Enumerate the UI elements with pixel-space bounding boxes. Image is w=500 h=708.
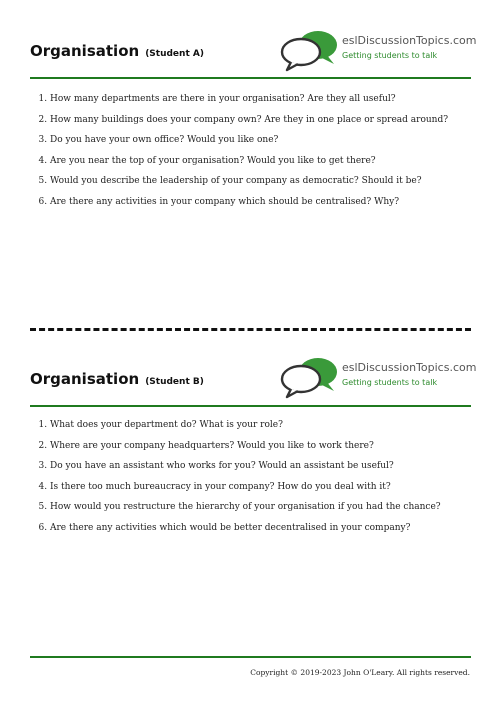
page-title: Organisation xyxy=(30,42,140,60)
list-item: 5. How would you restructure the hierarchy of your organisation if you had the chance? xyxy=(50,497,475,518)
list-item: 2. Where are your company headquarters? Would you like to work there? xyxy=(50,436,475,457)
question-list xyxy=(30,415,475,538)
footer-rule xyxy=(30,656,471,658)
site-logo xyxy=(280,355,475,399)
page-title: Organisation xyxy=(30,370,140,388)
list-item: 5. Would you describe the leadership of your company as democratic? Should it be? xyxy=(50,171,475,192)
list-item: 4. Is there too much bureaucracy in your company? How do you deal with it? xyxy=(50,477,475,498)
speech-bubbles-icon xyxy=(280,355,340,399)
copyright-notice: Copyright © 2019-2023 John O'Leary. All rights reserved. xyxy=(250,668,470,677)
section-a-heading xyxy=(30,41,204,60)
header-rule xyxy=(30,405,471,407)
list-item: 3. Do you have an assistant who works for you? Would an assistant be useful? xyxy=(50,456,475,477)
list-item: 6. Are there any activities which would be better decentralised in your company? xyxy=(50,518,475,539)
list-item: 6. Are there any activities in your company which should be centralised? Why? xyxy=(50,192,475,213)
logo-tagline: Getting students to talk xyxy=(342,378,438,387)
list-item: 1. How many departments are there in your organisation? Are they all useful? xyxy=(50,89,475,110)
speech-bubbles-icon xyxy=(280,28,340,72)
logo-site-name: eslDiscussionTopics.com xyxy=(342,361,477,374)
site-logo xyxy=(280,28,475,72)
question-list xyxy=(30,89,475,212)
cut-line xyxy=(30,328,471,331)
list-item: 2. How many buildings does your company own? Are they in one place or spread around? xyxy=(50,110,475,131)
logo-tagline: Getting students to talk xyxy=(342,51,438,60)
section-b-heading xyxy=(30,369,204,388)
student-label: (Student A) xyxy=(145,49,204,59)
list-item: 4. Are you near the top of your organisation? Would you like to get there? xyxy=(50,151,475,172)
logo-site-name: eslDiscussionTopics.com xyxy=(342,34,477,47)
list-item: 1. What does your department do? What is your role? xyxy=(50,415,475,436)
student-label: (Student B) xyxy=(145,377,204,387)
list-item: 3. Do you have your own office? Would you like one? xyxy=(50,130,475,151)
header-rule xyxy=(30,77,471,79)
